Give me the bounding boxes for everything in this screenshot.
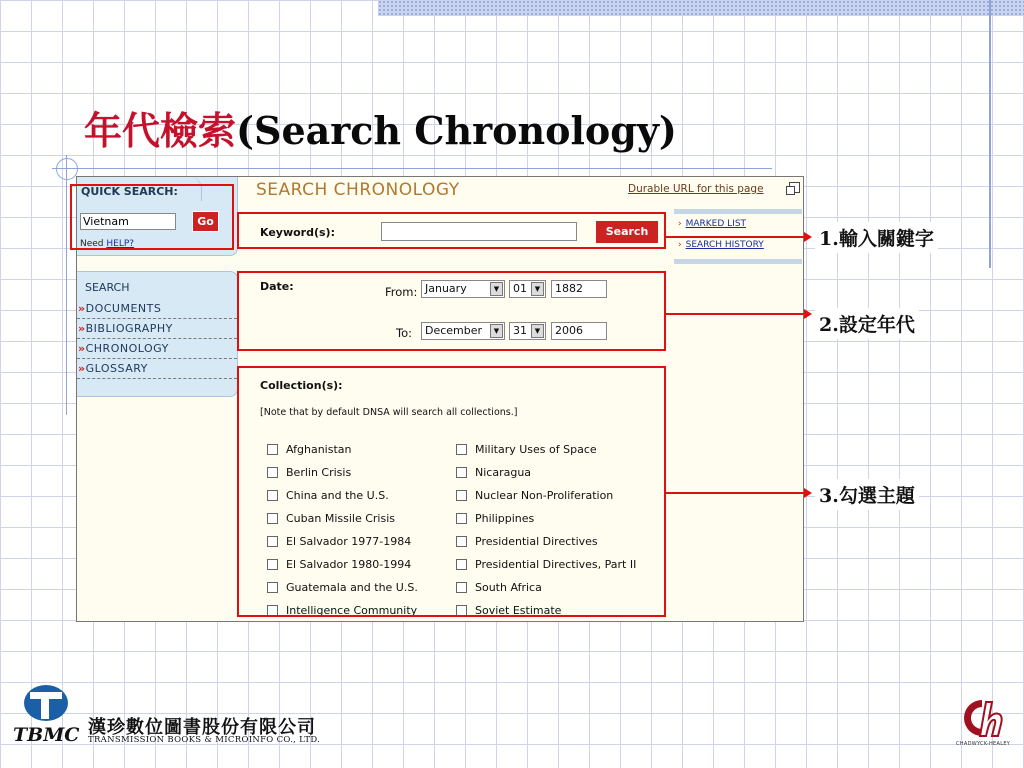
slide-title: [84, 100, 677, 155]
chadwyck-healey-wordmark: CHADWYCK-HEALEY: [956, 741, 1011, 747]
side-band-bottom: [674, 259, 802, 264]
chevron-down-icon: ▼: [490, 282, 503, 296]
from-label: From:: [385, 285, 418, 299]
to-label: To:: [396, 326, 412, 340]
decor-left-line: [66, 155, 67, 415]
collection-item-label: Berlin Crisis: [286, 466, 352, 479]
nav-item-documents[interactable]: [77, 299, 237, 319]
highlight-box-collections: [237, 366, 666, 617]
collection-note: [Note that by default DNSA will search all collections.]: [260, 407, 518, 418]
highlight-box-quick-search: [70, 184, 234, 250]
tbmc-wordmark: TBMC: [13, 724, 80, 746]
collection-label: Collection(s):: [260, 379, 343, 392]
double-chevron-icon: »: [78, 362, 86, 375]
double-chevron-icon: »: [78, 322, 86, 335]
collection-item-label: Intelligence Community: [286, 604, 418, 617]
decor-circle: [56, 158, 78, 180]
collection-item-label: Nicaragua: [475, 466, 532, 479]
from-month-value: January: [425, 282, 467, 295]
slide-title-zh: 年代檢索: [84, 108, 237, 153]
annotation-line-1: [666, 236, 806, 238]
collection-item-label: China and the U.S.: [286, 489, 389, 502]
search-history-label: SEARCH HISTORY: [685, 240, 764, 250]
search-button[interactable]: Search: [596, 221, 658, 243]
collection-item-label: Military Uses of Space: [475, 443, 597, 456]
chevron-down-icon: ▼: [531, 282, 544, 296]
double-chevron-icon: »: [78, 302, 86, 315]
company-name-zh: 漢珍數位圖書股份有限公司: [88, 717, 316, 738]
side-band-top: [674, 209, 802, 214]
annotation-keyword: 1.輸入關鍵字: [815, 222, 938, 253]
collection-item-label: Nuclear Non-Proliferation: [475, 489, 614, 502]
top-pattern-band: [378, 0, 1024, 16]
to-day-value: 31: [513, 324, 527, 337]
date-label: Date:: [260, 280, 294, 293]
from-day-value: 01: [513, 282, 527, 295]
double-chevron-icon: »: [78, 342, 86, 355]
chevron-right-icon: ›: [678, 240, 682, 250]
highlight-box-date: [237, 271, 666, 351]
help-link[interactable]: HELP?: [106, 239, 135, 249]
from-year-input[interactable]: 1882: [551, 280, 607, 298]
decor-horizontal-line: [52, 168, 772, 169]
chadwyck-healey-logo-icon: [952, 696, 1008, 738]
nav-item-label: BIBLIOGRAPHY: [85, 322, 173, 335]
chevron-right-icon: ›: [678, 219, 682, 229]
arrow-right-icon: [804, 309, 812, 319]
go-button[interactable]: Go: [192, 211, 219, 232]
collection-item-label: El Salvador 1980-1994: [286, 558, 412, 571]
company-name-en: TRANSMISSION BOOKS & MICROINFO CO., LTD.: [88, 735, 321, 745]
keyword-label: Keyword(s):: [260, 226, 335, 239]
nav-item-chronology[interactable]: [77, 339, 237, 359]
annotation-collections: 3.勾選主題: [815, 479, 919, 510]
to-month-value: December: [425, 324, 483, 337]
annotation-line-3: [666, 492, 806, 494]
collection-item-label: Presidential Directives, Part II: [475, 558, 637, 571]
nav-item-bibliography[interactable]: [77, 319, 237, 339]
annotation-line-2: [666, 313, 806, 315]
collection-item-label: South Africa: [475, 581, 542, 594]
collection-item-label: Philippines: [475, 512, 535, 525]
annotation-date: 2.設定年代: [815, 308, 919, 339]
slide-title-en: (Search Chronology): [236, 108, 677, 153]
marked-list-label: MARKED LIST: [685, 219, 747, 229]
collection-item-label: Afghanistan: [286, 443, 352, 456]
collection-item-label: Guatemala and the U.S.: [286, 581, 418, 594]
nav-item-label: DOCUMENTS: [85, 302, 162, 315]
tbmc-logo-icon: [16, 683, 76, 723]
help-prefix: Need: [80, 239, 107, 249]
quick-search-title: QUICK SEARCH:: [81, 185, 178, 198]
nav-item-label: GLOSSARY: [85, 362, 148, 375]
collection-item-label: Presidential Directives: [475, 535, 598, 548]
to-year-input[interactable]: 2006: [551, 322, 607, 340]
decor-vertical-line: [989, 0, 991, 268]
search-history-link[interactable]: [678, 240, 764, 250]
durable-url-link[interactable]: Durable URL for this page: [628, 183, 764, 195]
page-heading: SEARCH CHRONOLOGY: [256, 180, 460, 200]
nav-item-label: CHRONOLOGY: [85, 342, 169, 355]
collection-item-label: Soviet Estimate: [475, 604, 562, 617]
arrow-right-icon: [804, 488, 812, 498]
arrow-right-icon: [804, 232, 812, 242]
nav-heading: SEARCH: [85, 281, 130, 294]
nav-item-glossary[interactable]: [77, 359, 237, 379]
chevron-down-icon: ▼: [490, 324, 503, 338]
new-window-icon[interactable]: [789, 182, 800, 193]
quick-search-input[interactable]: Vietnam: [80, 213, 176, 230]
highlight-box-keyword: [237, 212, 666, 249]
chevron-down-icon: ▼: [531, 324, 544, 338]
collection-item-label: Cuban Missile Crisis: [286, 512, 396, 525]
nav-list: [77, 299, 237, 379]
collection-item-label: El Salvador 1977-1984: [286, 535, 412, 548]
search-nav-panel: [77, 271, 238, 397]
marked-list-link[interactable]: [678, 219, 746, 229]
